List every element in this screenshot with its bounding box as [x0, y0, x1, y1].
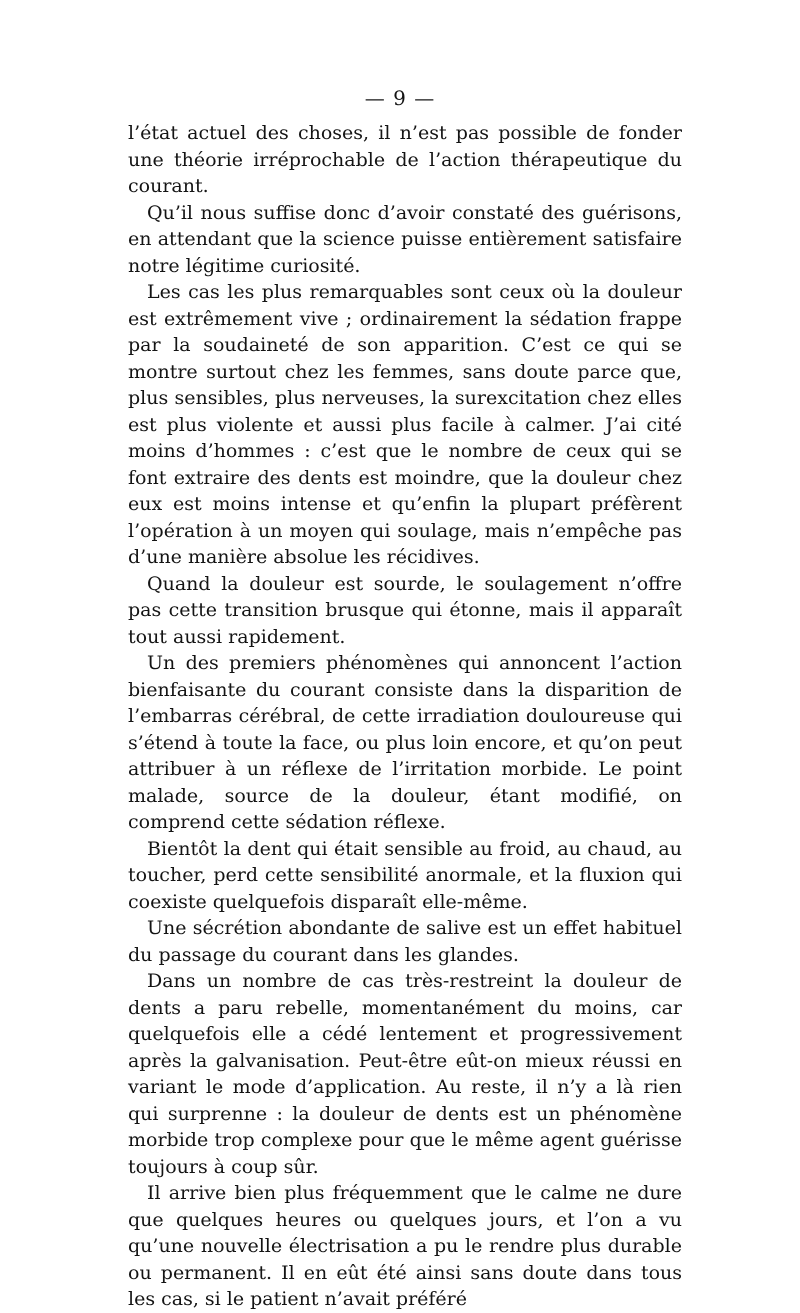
- paragraph: Quand la douleur est sourde, le soulagement n’offre pas cette transition brusque qui étonne, mais il apparaît tout aussi rapidement.: [128, 572, 682, 648]
- body-text: [128, 120, 682, 1313]
- paragraph: Les cas les plus remarquables sont ceux où la douleur est extrêmement vive ; ordinairement la sédation frappe par la soudaineté de son apparition. C’est ce qui se montre surtout chez les femmes, sans doute parce que, plus sensibles, plus nerveuses, la surexcitation chez elles est plus violente et aussi plus facile à calmer. J’ai cité moins d’hommes : c’est que le nombre de ceux qui se font extraire des dents est moindre, que la douleur chez eux est moins intense et qu’enfin la plupart préfèrent l’opération à un moyen qui soulage, mais n’empêche pas d’une manière absolue les récidives.: [128, 281, 682, 568]
- paragraph-continued: l’état actuel des choses, il n’est pas possible de fonder une théorie irréprochable de l’action thérapeutique du courant.: [128, 122, 682, 197]
- paragraph: Dans un nombre de cas très-restreint la douleur de dents a paru rebelle, momentanément du moins, car quelquefois elle a cédé lentement et progressivement après la galvanisation. Peut-être eût-on mieux réussi en variant le mode d’application. Au reste, il n’y a là rien qui surprenne : la douleur de dents est un phénomène morbide trop complexe pour que le même agent guérisse toujours à coup sûr.: [128, 970, 682, 1178]
- paragraph: Il arrive bien plus fréquemment que le calme ne dure que quelques heures ou quelques jours, et l’on a vu qu’une nouvelle électrisation a pu le rendre plus durable ou permanent. Il en eût été ainsi sans doute dans tous les cas, si le patient n’avait préféré: [128, 1182, 682, 1310]
- page-number: — 9 —: [364, 86, 436, 110]
- paragraph: Bientôt la dent qui était sensible au froid, au chaud, au toucher, perd cette sensibilité anormale, et la fluxion qui coexiste quelquefois disparaît elle-même.: [128, 837, 682, 913]
- paragraph: Un des premiers phénomènes qui annoncent l’action bienfaisante du courant consiste dans la disparition de l’embarras cérébral, de cette irradiation douloureuse qui s’étend à toute la face, ou plus loin encore, et qu’on peut attribuer à un réflexe de l’irritation morbide. Le point malade, source de la douleur, étant modifié, on comprend cette sédation réflexe.: [128, 652, 682, 833]
- paragraph: Qu’il nous suffise donc d’avoir constaté des guérisons, en attendant que la science puisse entièrement satisfaire notre légitime curiosité.: [128, 201, 682, 277]
- paragraph: Une sécrétion abondante de salive est un effet habituel du passage du courant dans les glandes.: [128, 917, 682, 966]
